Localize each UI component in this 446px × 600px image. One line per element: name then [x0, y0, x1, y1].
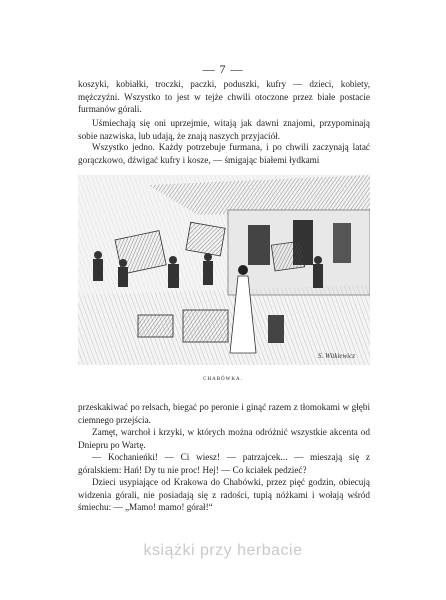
watermark: książki przy herbacie — [143, 542, 303, 559]
paragraph-7: Dzieci usypiające od Krakowa do Chabówki, przez pięć godzin, obiecują widzenia górali, nie posiadają się z radości, tupią nóżkami i wołają wśród śmiechu: — „Mamo! mamo! górał!“ — [78, 477, 370, 513]
station-illustration — [78, 175, 370, 365]
illustration-caption: CHABÓWKA. — [203, 377, 243, 382]
paragraph-2: Uśmiechają się oni uprzejmie, witają jak dawni znajomi, przypominają sobie nazwiska, lub udają, że znają naszych przyjaciół. — [78, 118, 370, 141]
paragraph-1: koszyki, kobiałki, troczki, paczki, poduszki, kufry — dzieci, kobiety, mężczyźni. Wszystko to jest w tejże chwili otoczone przez białe postacie furmanów górali. — [78, 79, 370, 115]
illustration-signature: S. Witkiewicz — [318, 352, 355, 360]
paragraph-6: — Kochanieńki! — Ci wiesz! — patrzajcek... — mieszają się z góralskiem: Hań! Dy tu nie proc! Hej! — Co kciałek pedzieć? — [78, 452, 370, 475]
paragraph-3: Wszystko jedno. Każdy potrzebuje furmana, i po chwili zaczynają latać gorączkowo, dźwigać kufry i kosze, — śmigając białemi łydkami — [78, 142, 370, 165]
paragraph-4: przeskakiwać po relsach, biegać po peronie i ginąć razem z tłomokami w głębi ciemnego przejścia. — [78, 402, 370, 425]
paragraph-5: Zamęt, warchoł i krzyki, w których można odróżnić wszystkie akcenta od Dniepru po Wartę. — [78, 427, 370, 450]
page-number: — 7 — — [202, 62, 244, 76]
